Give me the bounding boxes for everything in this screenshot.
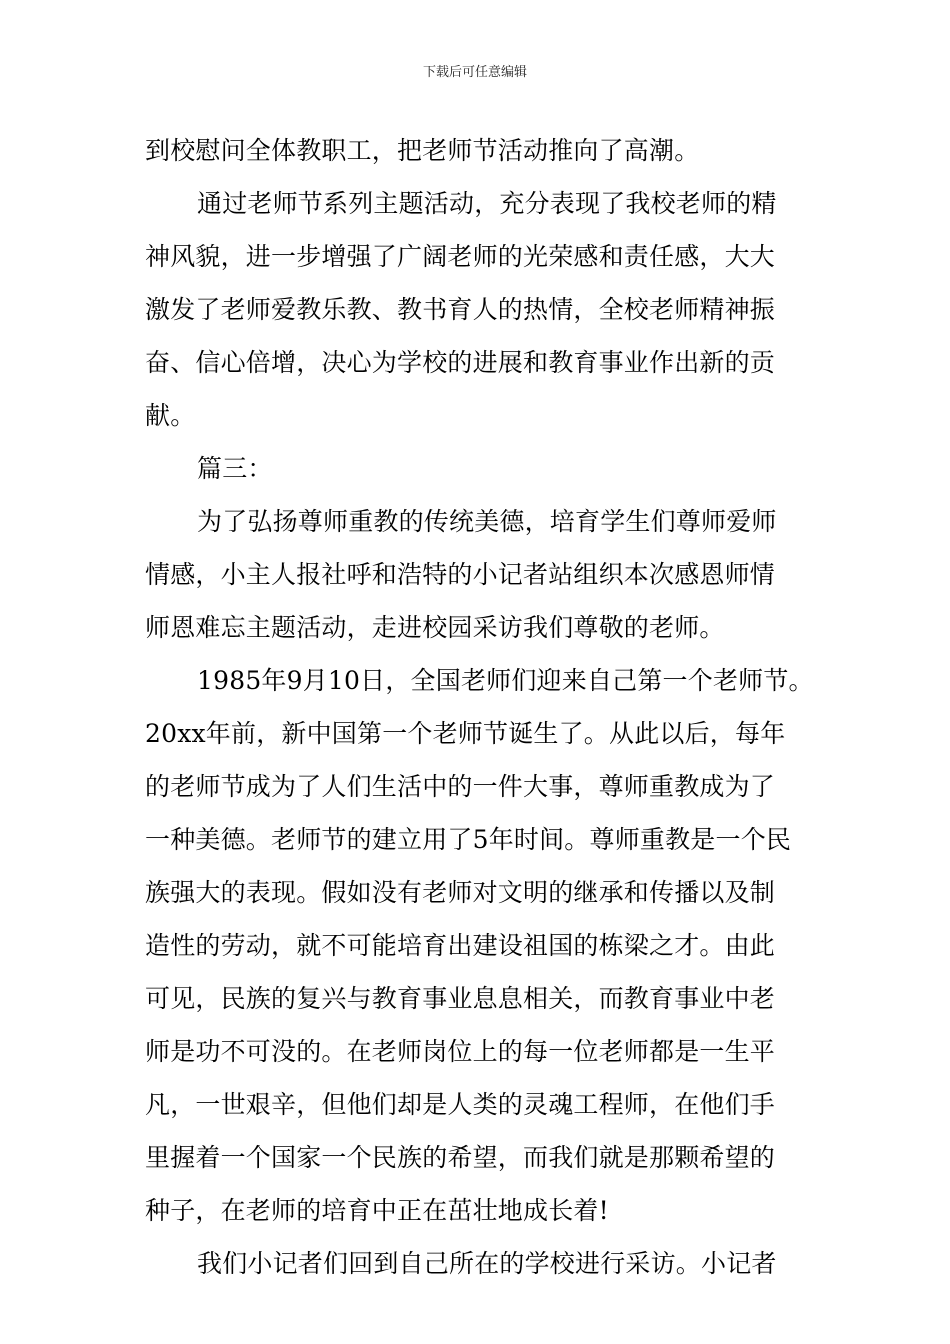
section-heading: 篇三： <box>197 454 273 483</box>
text-line: 为了弘扬尊师重教的传统美德，培育学生们尊师爱师 <box>197 507 777 536</box>
text-line: 师是功不可没的。在老师岗位上的每一位老师都是一生平 <box>145 1037 776 1066</box>
document-body <box>145 124 835 1290</box>
text-line: 通过老师节系列主题活动，充分表现了我校老师的精 <box>197 189 777 218</box>
text-line: 情感，小主人报社呼和浩特的小记者站组织本次感恩师情 <box>145 560 776 589</box>
text-line: 可见，民族的复兴与教育事业息息相关，而教育事业中老 <box>145 984 776 1013</box>
text-line: 神风貌，进一步增强了广阔老师的光荣感和责任感，大大 <box>145 242 776 271</box>
text-line: 师恩难忘主题活动，走进校园采访我们尊敬的老师。 <box>145 613 725 642</box>
text-line: 20xx年前，新中国第一个老师节诞生了。从此以后，每年 <box>145 719 786 748</box>
page-header: 下载后可任意编辑 <box>422 65 527 80</box>
text-line: 奋、信心倍增，决心为学校的进展和教育事业作出新的贡 <box>145 348 776 377</box>
text-line: 族强大的表现。假如没有老师对文明的继承和传播以及制 <box>145 878 776 907</box>
text-line: 凡，一世艰辛，但他们却是人类的灵魂工程师，在他们手 <box>145 1090 776 1119</box>
text-line: 造性的劳动，就不可能培育出建设祖国的栋梁之才。由此 <box>145 931 776 960</box>
text-line: 献。 <box>145 401 196 430</box>
text-line: 里握着一个国家一个民族的希望，而我们就是那颗希望的 <box>145 1143 776 1172</box>
text-line: 我们小记者们回到自己所在的学校进行采访。小记者 <box>197 1249 777 1278</box>
text-line: 激发了老师爱教乐教、教书育人的热情，全校老师精神振 <box>145 295 776 324</box>
text-line: 到校慰问全体教职工，把老师节活动推向了高潮。 <box>145 136 700 165</box>
text-line: 种子，在老师的培育中正在茁壮地成长着! <box>145 1196 609 1225</box>
text-line: 一种美德。老师节的建立用了5年时间。尊师重教是一个民 <box>145 825 792 854</box>
text-line: 的老师节成为了人们生活中的一件大事，尊师重教成为了 <box>145 772 776 801</box>
text-line: 1985年9月10日，全国老师们迎来自己第一个老师节。 <box>197 666 814 695</box>
